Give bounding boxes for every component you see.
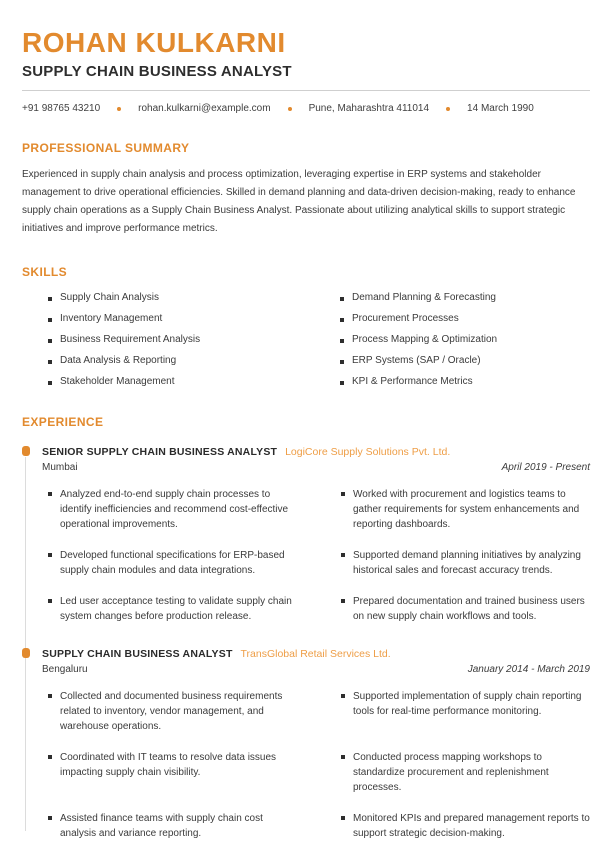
job-bullet-text: Collected and documented business requirements related to inventory, vendor management, and warehouse operations. [60, 691, 283, 732]
job-bullet [48, 548, 297, 578]
job-bullet [341, 487, 590, 532]
section-heading-skills: SKILLS [22, 265, 68, 279]
job-header [42, 445, 590, 459]
job-bullet-text: Worked with procurement and logistics teams to gather requirements for system enhancements and reporting dashboards. [353, 489, 580, 530]
job-title: SENIOR SUPPLY CHAIN BUSINESS ANALYST [42, 446, 278, 458]
experience-timeline [22, 445, 590, 841]
skill-label: Business Requirement Analysis [60, 334, 201, 345]
dot-separator-icon [117, 107, 121, 111]
skill-item [340, 334, 590, 346]
skill-label: Stakeholder Management [60, 376, 175, 387]
job-header [42, 647, 590, 661]
resume-header [22, 27, 590, 114]
section-experience [22, 415, 590, 841]
skill-label: Data Analysis & Reporting [60, 355, 177, 366]
section-heading-summary: PROFESSIONAL SUMMARY [22, 141, 190, 155]
square-bullet-icon [341, 599, 345, 603]
section-skills [22, 265, 590, 388]
dot-separator-icon [288, 107, 292, 111]
job-bullet-text: Supported demand planning initiatives by analyzing historical sales and forecast accuracy trends. [353, 550, 581, 576]
job-bullet-list [48, 689, 590, 841]
job-bullet-text: Monitored KPIs and prepared management reports to support strategic decision-making. [353, 813, 590, 839]
contact-birthdate: 14 March 1990 [467, 103, 534, 114]
skill-item [48, 355, 340, 367]
job-meta [42, 664, 590, 675]
job-bullet [48, 594, 297, 624]
candidate-title: SUPPLY CHAIN BUSINESS ANALYST [22, 63, 292, 80]
skill-item [48, 334, 340, 346]
square-bullet-icon [48, 339, 52, 343]
job-bullet [48, 689, 297, 734]
job-location: Mumbai [42, 462, 78, 473]
skill-label: Inventory Management [60, 313, 163, 324]
job-dates: April 2019 - Present [501, 462, 590, 473]
contact-row [22, 103, 590, 114]
skill-label: Demand Planning & Forecasting [352, 292, 496, 303]
job-bullet [341, 750, 590, 795]
job-meta [42, 462, 590, 473]
skills-list [48, 292, 590, 388]
dot-separator-icon [446, 107, 450, 111]
timeline-dot-icon [22, 446, 30, 456]
section-heading-experience: EXPERIENCE [22, 415, 104, 429]
job-bullet [341, 689, 590, 734]
skill-label: Process Mapping & Optimization [352, 334, 498, 345]
experience-entry [22, 647, 590, 841]
square-bullet-icon [48, 816, 52, 820]
square-bullet-icon [340, 339, 344, 343]
job-title: SUPPLY CHAIN BUSINESS ANALYST [42, 648, 233, 660]
square-bullet-icon [341, 694, 345, 698]
square-bullet-icon [341, 816, 345, 820]
square-bullet-icon [48, 599, 52, 603]
summary-paragraph: Experienced in supply chain analysis and process optimization, leveraging expertise in ERP systems and stakeholder management to drive operational efficiencies. Skilled in demand planning and data-driven decision-making, ready to enhance supply chain operations as a Supply Chain Business Analyst. Passionate about utilizing analytical skills to support strategic initiatives and improve performance metrics. [22, 169, 576, 234]
experience-entry [22, 445, 590, 624]
skill-item [340, 292, 590, 304]
skill-item [48, 292, 340, 304]
skill-label: KPI & Performance Metrics [352, 376, 473, 387]
job-bullet [48, 811, 297, 841]
contact-phone: +91 98765 43210 [22, 103, 101, 114]
skill-item [48, 313, 340, 325]
square-bullet-icon [48, 381, 52, 385]
job-bullet-text: Developed functional specifications for ERP-based supply chain modules and data integrations. [60, 550, 285, 576]
square-bullet-icon [340, 360, 344, 364]
square-bullet-icon [48, 694, 52, 698]
candidate-name: ROHAN KULKARNI [22, 27, 286, 58]
header-divider [22, 90, 590, 91]
square-bullet-icon [48, 297, 52, 301]
job-bullet-text: Coordinated with IT teams to resolve data issues impacting supply chain visibility. [60, 752, 277, 778]
job-bullet [341, 548, 590, 578]
job-bullet-text: Prepared documentation and trained business users on new supply chain workflows and tools. [353, 596, 585, 622]
job-company: TransGlobal Retail Services Ltd. [240, 648, 391, 660]
job-bullet-text: Analyzed end-to-end supply chain processes to identify inefficiencies and recommend cost-effective operational improvements. [60, 489, 289, 530]
square-bullet-icon [341, 553, 345, 557]
skill-label: Supply Chain Analysis [60, 292, 159, 303]
job-bullet-list [48, 487, 590, 624]
job-bullet [48, 487, 297, 532]
job-bullet-text: Supported implementation of supply chain reporting tools for real-time performance monitoring. [353, 691, 582, 717]
section-professional-summary [22, 141, 590, 238]
skill-item [340, 355, 590, 367]
job-dates: January 2014 - March 2019 [467, 664, 590, 675]
square-bullet-icon [340, 381, 344, 385]
job-bullet-text: Assisted finance teams with supply chain cost analysis and variance reporting. [60, 813, 263, 839]
skill-item [340, 376, 590, 388]
square-bullet-icon [48, 492, 52, 496]
square-bullet-icon [341, 492, 345, 496]
square-bullet-icon [340, 318, 344, 322]
skill-item [48, 376, 340, 388]
skill-label: Procurement Processes [352, 313, 459, 324]
square-bullet-icon [48, 755, 52, 759]
job-bullet [341, 811, 590, 841]
job-bullet [48, 750, 297, 795]
square-bullet-icon [340, 297, 344, 301]
square-bullet-icon [48, 318, 52, 322]
contact-location: Pune, Maharashtra 411014 [308, 103, 430, 114]
job-bullet [341, 594, 590, 624]
skill-item [340, 313, 590, 325]
job-company: LogiCore Supply Solutions Pvt. Ltd. [285, 446, 451, 458]
job-bullet-text: Conducted process mapping workshops to standardize procurement and replenishment processes. [353, 752, 549, 793]
job-bullet-text: Led user acceptance testing to validate supply chain system changes before production release. [60, 596, 292, 622]
square-bullet-icon [48, 360, 52, 364]
timeline-dot-icon [22, 648, 30, 658]
job-location: Bengaluru [42, 664, 88, 675]
skill-label: ERP Systems (SAP / Oracle) [352, 355, 481, 366]
square-bullet-icon [48, 553, 52, 557]
square-bullet-icon [341, 755, 345, 759]
contact-email: rohan.kulkarni@example.com [138, 103, 271, 114]
